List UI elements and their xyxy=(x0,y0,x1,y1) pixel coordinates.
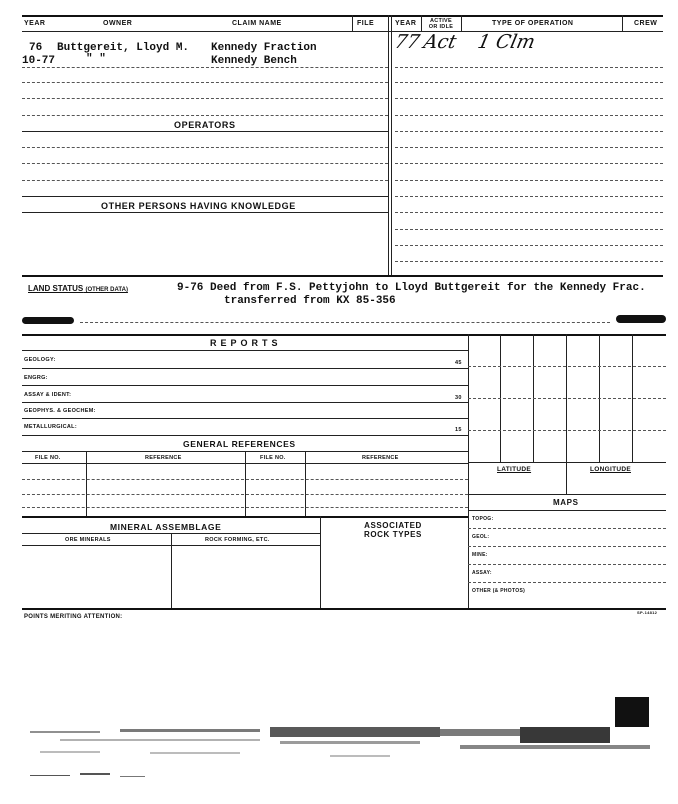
land-status-label: LAND STATUS (OTHER DATA) xyxy=(28,284,128,293)
rule xyxy=(395,163,663,164)
rule xyxy=(22,507,468,508)
rule xyxy=(22,275,663,277)
latitude-label: LATITUDE xyxy=(497,466,532,473)
map-label: GEOL: xyxy=(472,534,490,540)
rule xyxy=(22,368,468,369)
header-bottom-rule xyxy=(22,31,663,32)
header-owner: OWNER xyxy=(103,20,133,27)
rule xyxy=(22,163,388,164)
maps-heading: MAPS xyxy=(553,498,579,507)
associated-rock-types-heading: ASSOCIATED ROCK TYPES xyxy=(363,521,422,539)
rule xyxy=(22,385,468,386)
header-crew: CREW xyxy=(634,20,658,27)
scan-artifact xyxy=(30,770,150,782)
divider xyxy=(388,15,389,275)
handwritten-operation: 1 Clm xyxy=(475,31,538,53)
rule xyxy=(395,98,663,99)
rule xyxy=(468,528,666,529)
divider xyxy=(622,15,623,31)
header-type-of-operation: TYPE OF OPERATION xyxy=(492,20,574,27)
rule xyxy=(22,350,468,351)
ore-minerals-label: ORE MINERALS xyxy=(65,537,111,543)
rule xyxy=(22,516,468,518)
divider xyxy=(391,15,392,275)
map-label: ASSAY: xyxy=(472,570,492,576)
rule xyxy=(468,510,666,511)
rule xyxy=(468,334,666,336)
land-status-line-1: 9-76 Deed from F.S. Pettyjohn to Lloyd Buttgereit for the Kennedy Frac. xyxy=(177,282,646,294)
divider xyxy=(421,15,422,31)
handwritten-active: Act xyxy=(421,31,459,53)
report-number: 45 xyxy=(455,360,462,366)
divider xyxy=(171,533,172,609)
rule xyxy=(468,398,666,399)
redaction-mark-left xyxy=(22,317,74,324)
rule xyxy=(22,608,468,610)
map-label: TOPOG: xyxy=(472,516,494,522)
rule xyxy=(22,180,388,181)
rule xyxy=(22,82,388,83)
entry-year: 10-77 xyxy=(22,55,56,67)
rule xyxy=(22,463,468,464)
header-year-2: YEAR xyxy=(395,20,417,27)
divider xyxy=(461,15,462,31)
handwritten-year: 77 xyxy=(392,31,422,53)
rule xyxy=(22,196,388,197)
entry-year: 76 xyxy=(29,42,43,54)
rule xyxy=(22,402,468,403)
redaction-mark-right xyxy=(616,315,666,323)
rule xyxy=(22,115,388,116)
report-label: GEOPHYS. & GEOCHEM: xyxy=(24,408,96,414)
rule xyxy=(468,494,666,495)
rule xyxy=(395,180,663,181)
divider xyxy=(566,334,567,494)
rule xyxy=(468,462,666,463)
rule xyxy=(22,147,388,148)
rule xyxy=(468,564,666,565)
header-year: YEAR xyxy=(24,20,46,27)
rule xyxy=(468,582,666,583)
rule xyxy=(395,82,663,83)
rule xyxy=(395,245,663,246)
rule xyxy=(395,196,663,197)
scan-artifact xyxy=(30,725,660,765)
mineral-assemblage-heading: MINERAL ASSEMBLAGE xyxy=(110,522,222,532)
report-label: GEOLOGY: xyxy=(24,357,56,363)
form-number: SP-14812 xyxy=(637,610,658,615)
rule xyxy=(468,430,666,431)
rule xyxy=(22,479,468,480)
rule xyxy=(22,435,468,436)
rule xyxy=(395,147,663,148)
report-number: 15 xyxy=(455,427,462,433)
entry-owner: " " xyxy=(86,53,106,65)
rule xyxy=(22,67,388,68)
divider xyxy=(468,334,469,609)
rule xyxy=(22,131,388,132)
divider xyxy=(320,516,321,609)
report-label: METALLURGICAL: xyxy=(24,424,77,430)
rule xyxy=(395,131,663,132)
report-label: ENGRG: xyxy=(24,375,48,381)
map-label: MINE: xyxy=(472,552,488,558)
entry-claim: Kennedy Fraction xyxy=(211,42,317,54)
rule xyxy=(80,322,610,323)
rule xyxy=(22,98,388,99)
rule xyxy=(395,229,663,230)
rule xyxy=(468,546,666,547)
report-number: 30 xyxy=(455,395,462,401)
general-references-heading: GENERAL REFERENCES xyxy=(183,439,296,449)
rule xyxy=(22,212,388,213)
dark-scan-block xyxy=(615,697,649,727)
rule xyxy=(395,115,663,116)
rule xyxy=(395,261,663,262)
rule xyxy=(22,418,468,419)
longitude-label: LONGITUDE xyxy=(590,466,631,473)
entry-claim: Kennedy Bench xyxy=(211,55,297,67)
ref-col-reference: REFERENCE xyxy=(145,455,182,461)
rock-forming-label: ROCK FORMING, ETC. xyxy=(205,537,270,543)
rule xyxy=(395,67,663,68)
header-file: FILE xyxy=(357,20,375,27)
rule xyxy=(22,494,468,495)
land-status-line-2: transferred from KX 85-356 xyxy=(224,295,396,307)
divider xyxy=(352,15,353,31)
header-claim-name: CLAIM NAME xyxy=(232,20,282,27)
operators-heading: OPERATORS xyxy=(174,120,236,130)
ref-col-file-no-2: FILE NO. xyxy=(260,455,286,461)
ref-col-reference-2: REFERENCE xyxy=(362,455,399,461)
rule xyxy=(395,212,663,213)
header-top-rule xyxy=(22,15,663,17)
other-persons-heading: OTHER PERSONS HAVING KNOWLEDGE xyxy=(101,201,296,211)
rule xyxy=(22,334,468,336)
ref-col-file-no: FILE NO. xyxy=(35,455,61,461)
header-active-idle: ACTIVE OR IDLE xyxy=(428,18,454,30)
rule xyxy=(468,366,666,367)
report-label: ASSAY & IDENT: xyxy=(24,392,72,398)
entry-owner: Buttgereit, Lloyd M. xyxy=(57,42,190,54)
reports-heading: REPORTS xyxy=(210,338,282,348)
points-meriting-attention: POINTS MERITING ATTENTION: xyxy=(24,614,123,620)
map-label: OTHER (& PHOTOS) xyxy=(472,588,526,594)
